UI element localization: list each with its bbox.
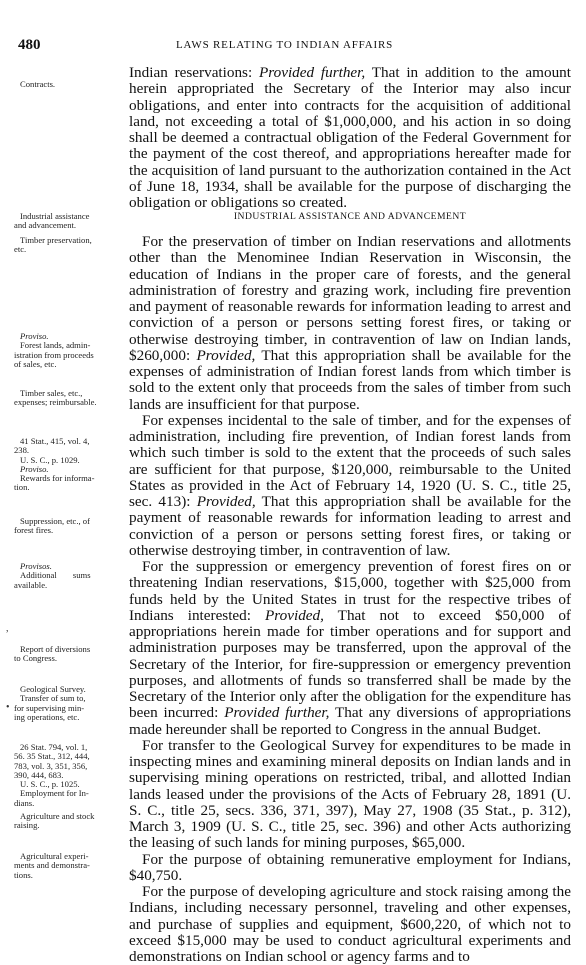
margin-note-line: Timber preservation, bbox=[20, 235, 92, 245]
page-number: 480 bbox=[18, 37, 41, 53]
margin-note-line: expenses; reimbursable. bbox=[14, 397, 97, 408]
margin-note-line: 41 Stat., 415, vol. 4, bbox=[20, 436, 90, 446]
margin-note-timber-preservation bbox=[14, 236, 122, 255]
margin-note-line: for supervising min- bbox=[14, 702, 85, 713]
margin-note-agricultural-experiments bbox=[14, 852, 122, 880]
margin-note-line: 390, 444, 683. bbox=[14, 769, 64, 780]
margin-note-line: Industrial assistance bbox=[20, 211, 90, 221]
margin-note-line: Suppression, etc., of bbox=[20, 516, 90, 526]
body-section-forestry bbox=[129, 234, 571, 965]
paragraph-timber-preservation: For the preservation of timber on Indian reservations and allotments other than the Menominee Indian Reservation in Wisconsin, the education of Indians in the proper care of forests, and the general administration of forestry and grazing work, including fire prevention and payment of reasonable rewards for information leading to arrest and conviction of a person or persons setting forest fires, or taking or otherwise destroying timber, in contravention of law on Indian lands, $260,000: Provided, That this appropriation shall be available for the expenses of administration of Indian forest lands from which timber is sold to the extent only that proceeds from the sales of timber from such lands are insufficient for that purpose. bbox=[129, 233, 571, 413]
margin-note-line: Agricultural experi- bbox=[20, 851, 89, 861]
paragraph-agriculture: For the purpose of developing agriculture and stock raising among the Indians, including necessary personnel, traveling and other expenses, and purchase of supplies and equipment, $600,220, of which not to exceed $15,000 may be used to conduct agricultural experiments and demonstrations on Indian school or agency farms and to bbox=[129, 883, 571, 965]
margin-note-line: Employment for In- bbox=[20, 788, 89, 799]
margin-note-report-diversions bbox=[14, 645, 122, 664]
margin-note-line: of sales, etc. bbox=[14, 358, 57, 369]
margin-note-line: Forest lands, admin- bbox=[20, 340, 91, 351]
margin-note-line: raising. bbox=[14, 820, 40, 831]
margin-note-line: 238. bbox=[14, 445, 30, 456]
margin-note-suppression bbox=[14, 517, 122, 536]
margin-note-geological-survey bbox=[14, 685, 122, 722]
margin-note-line: 26 Stat. 794, vol. 1, bbox=[20, 742, 88, 752]
margin-note-line: Additional sums bbox=[20, 570, 91, 581]
margin-note-line: U. S. C., p. 1025. bbox=[20, 779, 80, 790]
margin-note-line: Proviso. bbox=[20, 331, 49, 341]
margin-note-timber-sales bbox=[14, 389, 122, 408]
margin-note-line: U. S. C., p. 1029. bbox=[20, 454, 80, 465]
margin-note-line: Geological Survey. bbox=[20, 684, 86, 694]
margin-note-line: and advancement. bbox=[14, 220, 77, 231]
margin-note-provisos-additional bbox=[14, 562, 122, 590]
margin-mark: , bbox=[6, 623, 9, 634]
margin-note-line: Timber sales, etc., bbox=[20, 388, 83, 398]
running-title: LAWS RELATING TO INDIAN AFFAIRS bbox=[176, 39, 394, 51]
margin-note-line: dians. bbox=[14, 797, 35, 808]
margin-note-line: Transfer of sum to, bbox=[20, 693, 86, 704]
section-heading: INDUSTRIAL ASSISTANCE AND ADVANCEMENT bbox=[233, 211, 467, 222]
margin-note-line: etc. bbox=[14, 244, 27, 255]
margin-note-line: Rewards for informa- bbox=[20, 473, 95, 484]
paragraph-fire-suppression: For the suppression or emergency prevention of forest fires on or threatening Indian reservations, $15,000, together with $25,000 from funds held by the United States in trust for the respective tribes of Indians interested: Provided, That not to exceed $50,000 of appropriations herein made for timber operations and for support and administration purposes may be transferred, upon the approval of the Secretary of the Interior, for fire-suppression or emergency prevention purposes, and allotments of funds so transferred shall be made by the Secretary of the Interior only after the obligation for the expenditure has been incurred: Provided further, That any diversions of appropriations made hereunder shall be reported to Congress in the annual Budget. bbox=[129, 558, 571, 738]
margin-note-line: available. bbox=[14, 579, 48, 590]
margin-note-line: Agriculture and stock bbox=[20, 811, 95, 821]
margin-note-line: forest fires. bbox=[14, 525, 54, 536]
margin-note-line: tion. bbox=[14, 482, 30, 493]
margin-note-proviso-forest-lands bbox=[14, 332, 122, 369]
margin-note-line: Contracts. bbox=[20, 79, 56, 89]
margin-note-line: istration from proceeds bbox=[14, 349, 94, 360]
margin-note-line: Report of diversions bbox=[20, 644, 91, 654]
paragraph-timber-sales: For expenses incidental to the sale of timber, and for the expenses of administration, including fire prevention, of Indian forest lands from which such timber is sold to the extent that the proceeds of such sales are sufficient for that purpose, $120,000, reimbursable to the United States as provided in the Act of February 14, 1920 (U. S. C., title 25, sec. 413): Provided, That this appropriation shall be available for the payment of reasonable rewards for information leading to arrest and conviction of a person or persons setting forest fires, or taking or otherwise destroying timber, in contravention of law. bbox=[129, 411, 571, 559]
margin-note-line: Proviso. bbox=[20, 463, 49, 474]
margin-note-line: ing operations, etc. bbox=[14, 711, 80, 722]
margin-mark: • bbox=[6, 702, 10, 713]
margin-note-agriculture bbox=[14, 812, 122, 831]
margin-note-line: 783, vol. 3, 351, 356, bbox=[14, 760, 88, 771]
paragraph-geological-survey: For transfer to the Geological Survey for expenditures to be made in inspecting mines and examining mineral deposits on Indian lands and in supervising mining operations on restricted, tribal, and allotted Indian lands leased under the provisions of the Acts of February 28, 1891 (U. S. C., title 25, secs. 336, 371, 397), May 27, 1908 (35 Stat., p. 312), March 3, 1909 (U. S. C., title 25, sec. 396) and other Acts authorizing the leasing of such lands for mining purposes, $65,000. bbox=[129, 736, 571, 852]
margin-note-industrial-assistance bbox=[14, 212, 122, 231]
page-header bbox=[0, 37, 586, 55]
margin-note-line: to Congress. bbox=[14, 653, 57, 664]
paragraph-contracts: Indian reservations: Provided further, That in addition to the amount herein appropriated the Secretary of the Interior may also incur obligations, and enter into contracts for the acquisition of additional land, not exceeding a total of $1,000,000, and his action in so doing shall be deemed a contractual obligation of the Federal Government for the payment of the cost thereof, and appropriations hereafter made for the acquisition of land pursuant to the authorization contained in the Act of June 18, 1934, shall be available for the purpose of discharging the obligation or obligations so created. bbox=[129, 64, 571, 211]
paragraph-employment: For the purpose of obtaining remunerative employment for Indians, $40,750. bbox=[129, 850, 571, 884]
margin-note-citation-1891 bbox=[14, 743, 122, 808]
margin-note-line: Provisos. bbox=[20, 561, 52, 571]
margin-note-line: tions. bbox=[14, 869, 33, 880]
margin-note-line: ments and demonstra- bbox=[14, 860, 90, 871]
margin-note-contracts bbox=[14, 80, 122, 89]
margin-note-line: 56. 35 Stat., 312, 444, bbox=[14, 751, 90, 762]
margin-note-citation-1920 bbox=[14, 437, 122, 493]
